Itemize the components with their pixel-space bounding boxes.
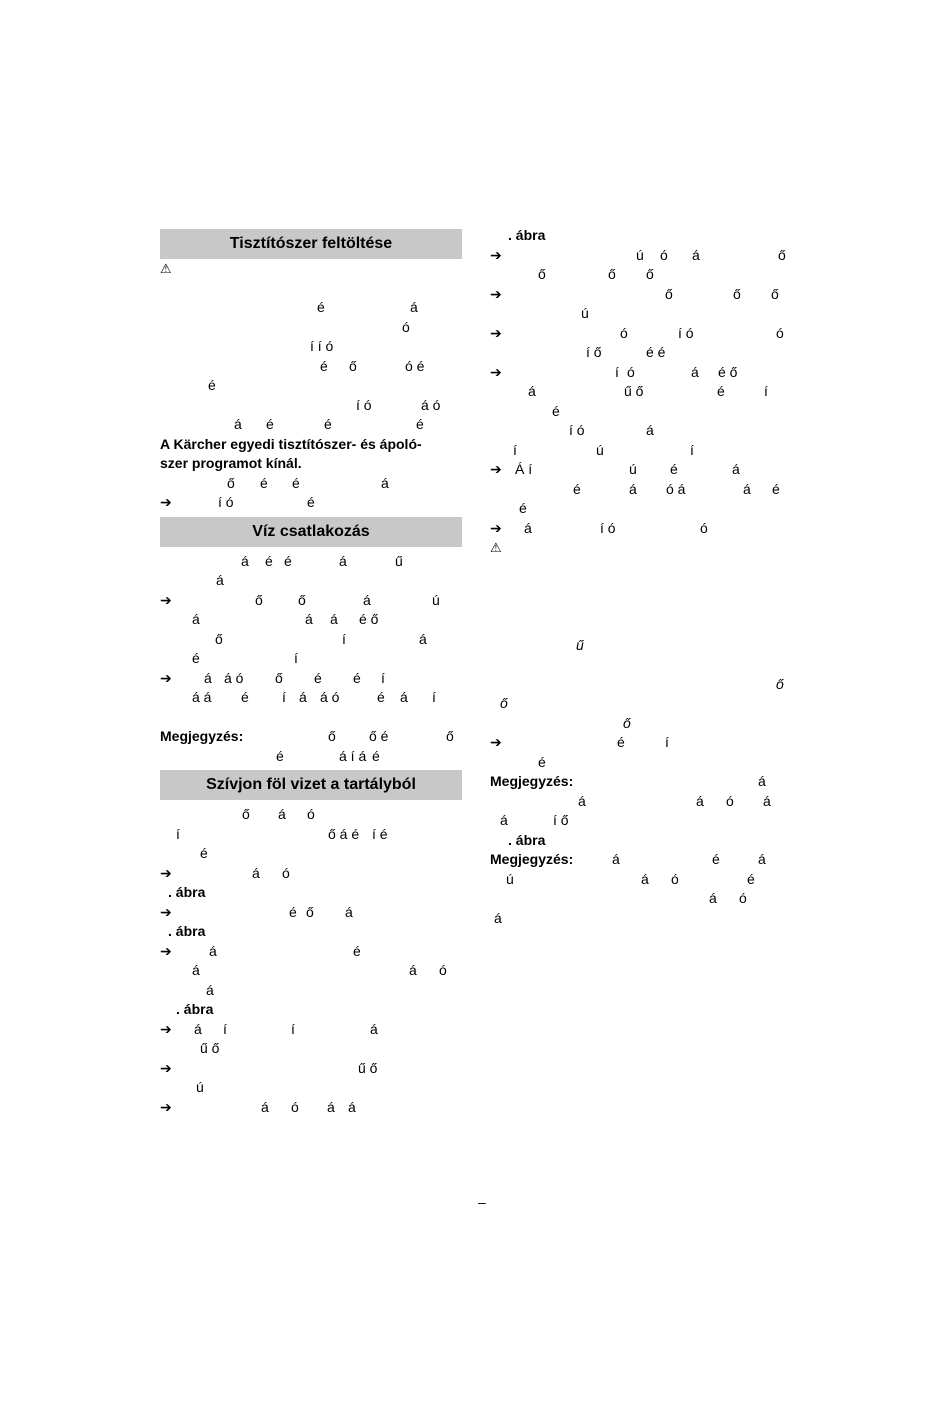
arrow-icon: ➔ (490, 285, 502, 302)
arrow-icon: ➔ (490, 519, 502, 536)
text-line: á (206, 981, 214, 998)
bullet-line: ➔ í ó é (160, 493, 462, 513)
section-heading-suction: Szívjon föl vizet a tartályból (160, 770, 462, 800)
figure-label: . ábra (508, 831, 546, 848)
arrow-icon: ➔ (160, 669, 172, 686)
text-line: á á á é ő (192, 611, 379, 627)
warning-line (160, 259, 462, 279)
text-line: é (519, 500, 527, 516)
text-line: ű ő (200, 1040, 220, 1056)
text-line: í í ó (310, 338, 334, 354)
note-line: Megjegyzés: á é á (490, 850, 790, 870)
text-line: í ő á é í é (176, 825, 388, 842)
text-line: ó (402, 318, 410, 335)
left-column (160, 226, 462, 1117)
text-line: ő (623, 714, 631, 731)
bullet-line: ➔ ú ó á ő (490, 246, 790, 266)
text-line: í ő é é (586, 344, 666, 360)
arrow-icon: ➔ (490, 324, 502, 341)
text-line: ű (576, 636, 584, 653)
warning-line (490, 538, 790, 558)
text-line: á (494, 909, 502, 926)
arrow-icon: ➔ (160, 1059, 172, 1076)
bullet-line: ➔ á á ó ő é é í (160, 669, 462, 689)
arrow-icon: ➔ (160, 494, 172, 510)
bullet-line: ➔ é ő á (160, 903, 462, 923)
text-line: á é é é (234, 416, 424, 432)
note-label: Megjegyzés: (490, 851, 574, 867)
text-line: é (552, 402, 560, 419)
figure-label: . ábra (508, 227, 546, 243)
bullet-line: ➔ á ó (160, 864, 462, 884)
text-line: é (538, 753, 546, 770)
text-line: í ó á (569, 422, 654, 438)
arrow-icon: ➔ (490, 363, 502, 380)
text-line: ú (581, 305, 589, 321)
bullet-line: ➔ á ó á á (160, 1098, 462, 1118)
text-line: é á í á é (276, 747, 380, 764)
text-line: ő ő ő (538, 266, 654, 282)
section-heading-detergent: Tisztítószer feltöltése (160, 229, 462, 259)
arrow-icon: ➔ (160, 1020, 172, 1037)
warning-icon: ⚠ (490, 540, 502, 555)
text-line: é í (192, 650, 298, 666)
text-line: ő (500, 695, 508, 711)
arrow-icon: ➔ (160, 591, 172, 608)
warning-icon: ⚠ (160, 261, 172, 276)
bullet-line: ➔ á í ó ó (490, 519, 790, 539)
figure-label: . ábra (168, 884, 206, 900)
text-line: é (208, 377, 216, 393)
text-line: ő é é á (227, 474, 389, 491)
arrow-icon: ➔ (490, 461, 502, 477)
arrow-icon: ➔ (160, 864, 172, 881)
bullet-line: ➔ á í í á (160, 1020, 462, 1040)
bullet-line: ➔ é í (490, 733, 790, 753)
text-line: é ő ó é (320, 357, 425, 374)
bold-text-line: A Kärcher egyedi tisztítószer- és ápoló- (160, 435, 422, 452)
note-line: Megjegyzés: á (490, 772, 790, 792)
bullet-line: ➔ í ó á é ő (490, 363, 790, 383)
text-line: ő á ó (242, 806, 315, 822)
text-line: í ó á ó (356, 396, 441, 413)
note-line: Megjegyzés: ő ő é ő (160, 727, 462, 747)
right-column (490, 226, 790, 928)
text-line: á á ó (192, 962, 447, 978)
text-line: á é é á ű (241, 552, 403, 569)
page-number: – (478, 1194, 486, 1210)
text-line: á ű ő é í (528, 383, 768, 399)
bullet-line: ➔ Á í ú é á (490, 460, 790, 480)
section-heading-water: Víz csatlakozás (160, 517, 462, 547)
text-line: é (200, 845, 208, 861)
arrow-icon: ➔ (160, 942, 172, 959)
text-line: á á é í á á ó é á í (192, 689, 436, 705)
text-line: é á ó á á é (573, 480, 780, 497)
text-line: ő í á (215, 630, 427, 647)
text-line: á á ó á (578, 792, 771, 809)
note-label: Megjegyzés: (490, 773, 574, 789)
bullet-line: ➔ ó í ó ó (490, 324, 790, 344)
arrow-icon: ➔ (490, 246, 502, 263)
text-line: á ó (709, 890, 747, 906)
bullet-line: ➔ á é (160, 942, 462, 962)
note-label: Megjegyzés: (160, 728, 244, 744)
text-line: é á (317, 299, 418, 315)
arrow-icon: ➔ (160, 1098, 172, 1115)
text-line: á (216, 572, 224, 588)
bullet-line: ➔ ű ő (160, 1059, 462, 1079)
bullet-line: ➔ ő ő á ú (160, 591, 462, 611)
figure-label: . ábra (176, 1001, 214, 1017)
arrow-icon: ➔ (160, 903, 172, 920)
text-line: ú á ó é (506, 870, 755, 887)
text-line: ú (196, 1079, 204, 1095)
text-line: í ú í (513, 441, 694, 458)
arrow-icon: ➔ (490, 734, 502, 750)
bold-text-line: szer programot kínál. (160, 455, 302, 471)
bullet-line: ➔ ő ő ő (490, 285, 790, 305)
text-line: á í ő (500, 812, 569, 828)
figure-label: . ábra (168, 923, 206, 939)
text-line: ő (776, 675, 784, 692)
